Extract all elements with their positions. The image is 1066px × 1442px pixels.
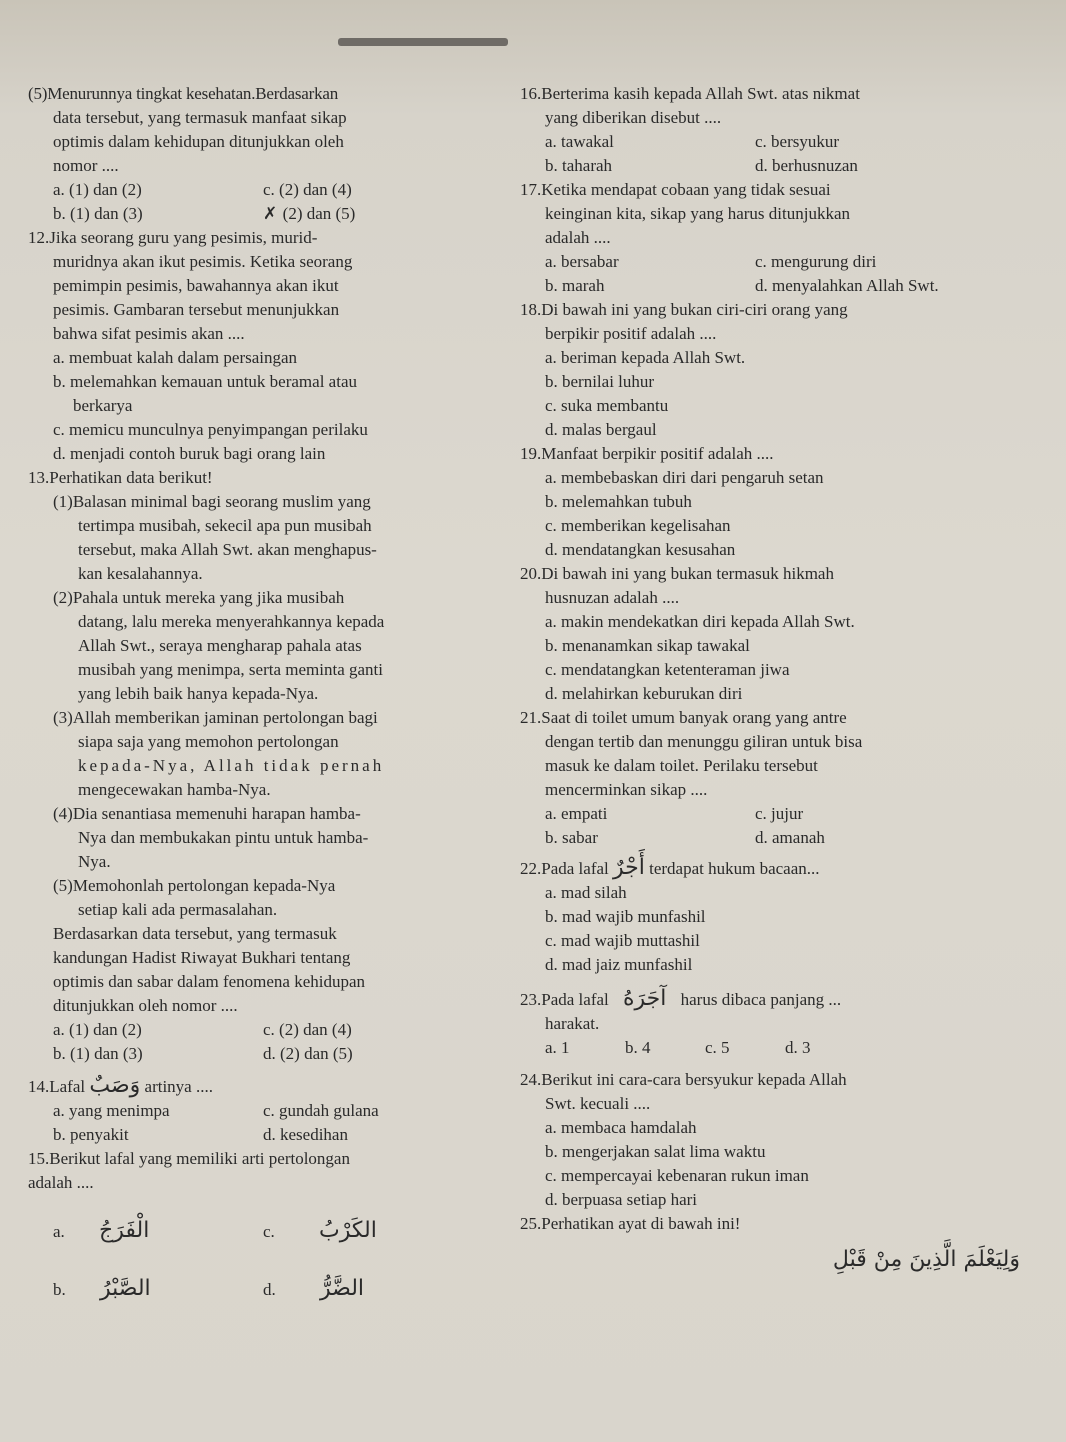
q13-item: (4)Dia senantiasa memenuhi harapan hamba- [53,804,361,823]
q14-suffix: artinya .... [144,1077,213,1096]
q13-question: Berdasarkan data tersebut, yang termasuk [53,924,337,943]
option-d: d. berhusnuzan [755,156,858,175]
checkmark-icon: ✗ [263,204,283,224]
q12-line: pemimpin pesimis, bawahannya akan ikut [53,276,339,295]
option-d: d. berpuasa setiap hari [545,1190,697,1209]
q17-line: keinginan kita, sikap yang harus ditunjukkan [545,204,850,223]
q23-line: harakat. [545,1014,600,1033]
option-a: a. tawakal [545,132,614,151]
q13-item: Allah Swt., seraya mengharap pahala atas [78,636,362,655]
option-a: a. membaca hamdalah [545,1118,697,1137]
option-a: a. empati [545,804,608,823]
option-c: c. (2) dan (4) [263,180,352,199]
q13-item: siapa saja yang memohon pertolongan [78,732,339,751]
option-d: d. malas bergaul [545,420,657,439]
q18-line: 18.Di bawah ini yang bukan ciri-ciri orang yang [520,300,848,319]
option-c: c. mempercayai kebenaran rukun iman [545,1166,809,1185]
q25-arabic-verse: وَلِيَعْلَمَ الَّذِينَ مِنْ قَبْلِ [832,1247,1020,1272]
option-b-cont: berkarya [73,396,133,415]
option-c: c. mendatangkan ketenteraman jiwa [545,660,790,679]
option-d: d. mendatangkan kesusahan [545,540,736,559]
q12-line: 12.Jika seorang guru yang pesimis, murid- [28,228,318,247]
q13-item: tertimpa musibah, sekecil apa pun musibah [78,516,372,535]
binder-bar [338,38,508,46]
option-d: d. kesedihan [263,1125,348,1144]
option-b: b. bernilai luhur [545,372,655,391]
binder-clip [300,0,540,48]
q20-line: 20.Di bawah ini yang bukan termasuk hikmah [520,564,834,583]
option-a: a. 1 [545,1038,570,1057]
q21-line: mencerminkan sikap .... [545,780,708,799]
q25-line: 25.Perhatikan ayat di bawah ini! [520,1214,741,1233]
q21-line: dengan tertib dan menunggu giliran untuk bisa [545,732,863,751]
option-d: d. menyalahkan Allah Swt. [755,276,939,295]
option-a: a. (1) dan (2) [53,180,142,199]
q15-line: adalah .... [28,1173,94,1192]
option-b: b. penyakit [53,1125,129,1144]
q13-question: ditunjukkan oleh nomor .... [53,996,238,1015]
q13-item: (1)Balasan minimal bagi seorang muslim yang [53,492,371,511]
q12-line: muridnya akan ikut pesimis. Ketika seorang [53,252,353,271]
q13-item: (2)Pahala untuk mereka yang jika musibah [53,588,345,607]
option-b: b. 4 [625,1038,651,1057]
question-17 [520,178,1040,298]
q23-suffix: harus dibaca panjang ... [680,990,842,1009]
option-d: d. menjadi contoh buruk bagi orang lain [53,444,326,463]
q24-line: Swt. kecuali .... [545,1094,651,1113]
question-18 [520,298,1040,442]
q13-item: mengecewakan hamba-Nya. [78,780,271,799]
q15-line: 15.Berikut lafal yang memiliki arti pertolongan [28,1149,350,1168]
q13-item: kepada-Nya, Allah tidak pernah [78,756,385,775]
q13-item: datang, lalu mereka menyerahkannya kepada [78,612,385,631]
question-19 [520,442,1040,562]
q5-line: data tersebut, yang termasuk manfaat sikap [53,108,347,127]
q14-prefix: 14.Lafal [28,1077,86,1096]
option-c-arabic: الكَرْبُ [319,1217,377,1243]
option-d-text: (2) dan (5) [282,204,356,223]
right-column [520,82,1040,1272]
option-d: d. amanah [755,828,825,847]
q13-title: 13.Perhatikan data berikut! [28,468,213,487]
q19-line: 19.Manfaat berpikir positif adalah .... [520,444,774,463]
option-c-label: c. [263,1221,275,1241]
option-c: c. bersyukur [755,132,840,151]
question-5-continued [28,82,493,226]
left-column [28,82,493,1311]
option-d: d. mad jaiz munfashil [545,955,693,974]
question-22 [520,856,1040,977]
option-c: c. 5 [705,1038,730,1057]
option-a: a. bersabar [545,252,619,271]
q14-arabic-word: وَصَبٌ [89,1073,141,1098]
option-b: b. melemahkan kemauan untuk beramal atau [53,372,357,391]
question-21 [520,706,1040,850]
q12-line: pesimis. Gambaran tersebut menunjukkan [53,300,340,319]
q22-prefix: 22.Pada lafal [520,859,609,878]
option-d: d. 3 [785,1038,811,1057]
option-d-label: d. [263,1279,276,1299]
option-a-label: a. [53,1221,65,1241]
option-a: a. membuat kalah dalam persaingan [53,348,298,367]
option-d: d. melahirkan keburukan diri [545,684,743,703]
question-20 [520,562,1040,706]
question-14 [28,1074,493,1147]
option-c: c. gundah gulana [263,1101,379,1120]
question-12 [28,226,493,466]
q5-line: (5)Menurunnya tingkat kesehatan.Berdasarkan [28,84,339,103]
option-b-arabic: الصَّبْرُ [100,1275,151,1301]
option-c: c. mengurung diri [755,252,877,271]
option-b: b. mad wajib munfashil [545,907,706,926]
option-b: b. sabar [545,828,598,847]
q13-item: kan kesalahannya. [78,564,203,583]
q17-line: 17.Ketika mendapat cobaan yang tidak sesuai [520,180,831,199]
q18-line: berpikir positif adalah .... [545,324,717,343]
option-c: c. (2) dan (4) [263,1020,352,1039]
question-25 [520,1212,1040,1272]
option-b-label: b. [53,1279,66,1299]
option-c: c. memberikan kegelisahan [545,516,731,535]
option-d: d. (2) dan (5) [263,1044,353,1063]
question-16 [520,82,1040,178]
option-a: a. yang menimpa [53,1101,170,1120]
q24-line: 24.Berikut ini cara-cara bersyukur kepada Allah [520,1070,847,1089]
q13-item: (3)Allah memberikan jaminan pertolongan bagi [53,708,378,727]
option-b: b. menanamkan sikap tawakal [545,636,750,655]
question-24 [520,1068,1040,1212]
q13-question: optimis dan sabar dalam fenomena kehidupan [53,972,366,991]
q5-line: nomor .... [53,156,119,175]
question-15 [28,1147,493,1311]
q22-arabic-word: أَجْرٌ [613,855,645,880]
option-c: c. memicu munculnya penyimpangan perilaku [53,420,368,439]
option-b: b. melemahkan tubuh [545,492,692,511]
q23-prefix: 23.Pada lafal [520,990,609,1009]
option-a: a. beriman kepada Allah Swt. [545,348,746,367]
option-b: b. (1) dan (3) [53,204,143,223]
q13-item: tersebut, maka Allah Swt. akan menghapus- [78,540,377,559]
question-23 [520,987,1040,1060]
q21-line: 21.Saat di toilet umum banyak orang yang antre [520,708,847,727]
q13-item: Nya dan membukakan pintu untuk hamba- [78,828,369,847]
option-b: b. (1) dan (3) [53,1044,143,1063]
option-d-arabic: الضَّرُّ [320,1275,365,1301]
option-c: c. mad wajib muttashil [545,931,700,950]
q13-question: kandungan Hadist Riwayat Bukhari tentang [53,948,351,967]
q13-item: musibah yang menimpa, serta meminta ganti [78,660,383,679]
option-a: a. (1) dan (2) [53,1020,142,1039]
q23-arabic-word: آجَرَهُ [623,986,667,1011]
option-a: a. makin mendekatkan diri kepada Allah Swt. [545,612,855,631]
option-c: c. suka membantu [545,396,669,415]
q12-line: bahwa sifat pesimis akan .... [53,324,245,343]
option-a: a. membebaskan diri dari pengaruh setan [545,468,824,487]
q5-line: optimis dalam kehidupan ditunjukkan oleh [53,132,344,151]
option-a: a. mad silah [545,883,627,902]
q13-item: yang lebih baik hanya kepada-Nya. [78,684,319,703]
option-a-arabic: الْفَرَجُ [99,1217,150,1243]
option-b: b. mengerjakan salat lima waktu [545,1142,766,1161]
option-c: c. jujur [755,804,804,823]
q16-line: yang diberikan disebut .... [545,108,722,127]
q13-item: (5)Memohonlah pertolongan kepada-Nya [53,876,336,895]
q17-line: adalah .... [545,228,611,247]
question-13 [28,466,493,1066]
option-b: b. marah [545,276,605,295]
q13-item: setiap kali ada permasalahan. [78,900,278,919]
q16-line: 16.Berterima kasih kepada Allah Swt. atas nikmat [520,84,860,103]
option-d-marked [263,202,493,226]
q21-line: masuk ke dalam toilet. Perilaku tersebut [545,756,818,775]
option-b: b. taharah [545,156,613,175]
q13-item: Nya. [78,852,111,871]
q22-suffix: terdapat hukum bacaan... [649,859,820,878]
q20-line: husnuzan adalah .... [545,588,680,607]
